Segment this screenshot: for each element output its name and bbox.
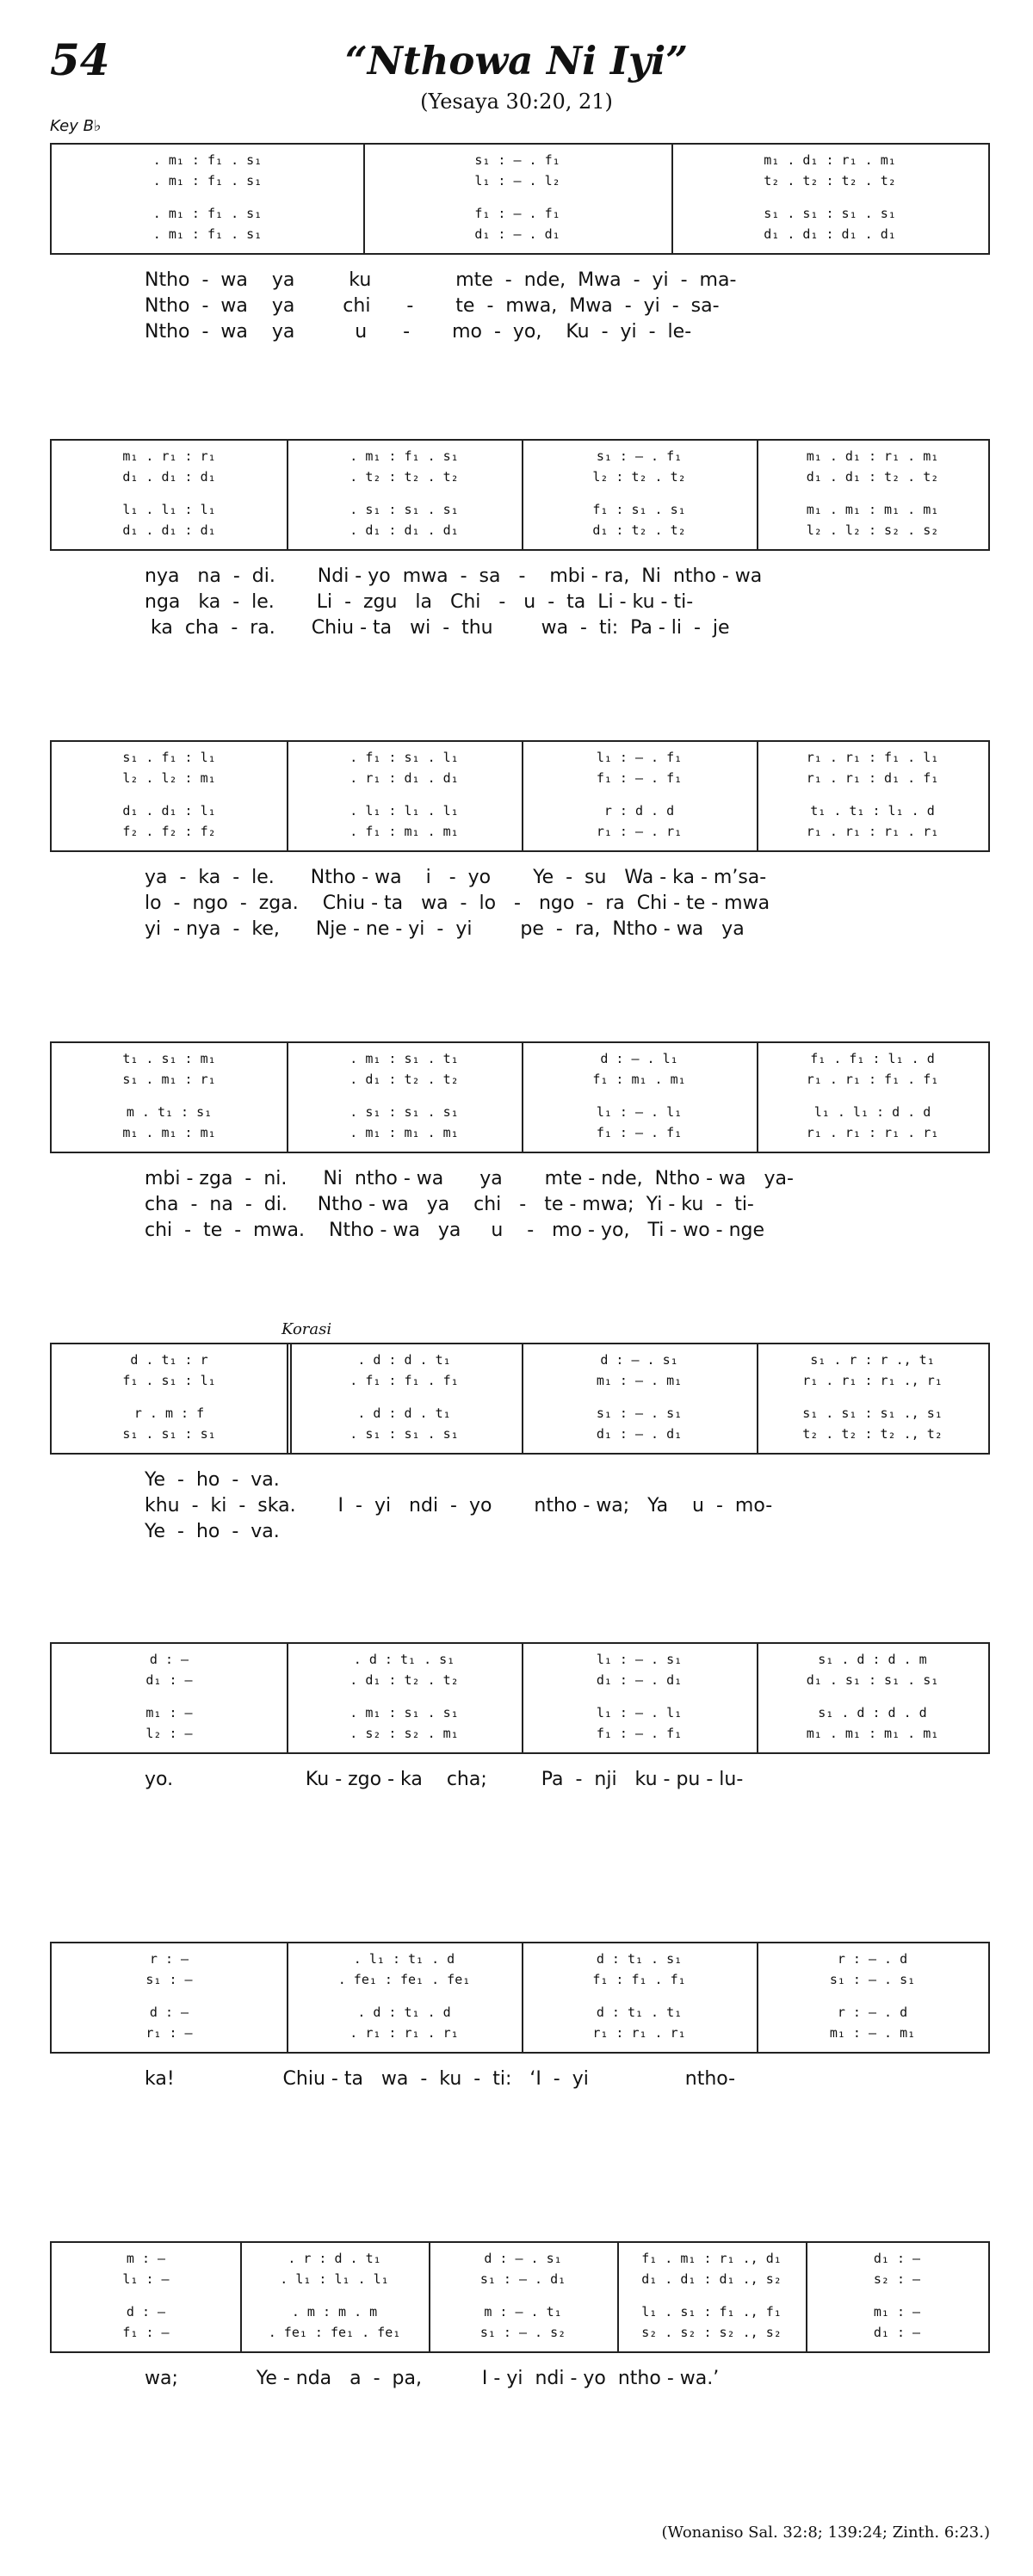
solfa-part: f₁ . m₁ : r₁ ., d₁ (641, 2251, 782, 2266)
solfa-part: . f₁ : s₁ . l₁ (349, 750, 459, 765)
solfa-part: r₁ . r₁ : f₁ . l₁ (806, 750, 939, 765)
solfa-part: l₁ : – . f₁ (596, 750, 683, 765)
solfa-part: l₁ : – . l₂ (474, 173, 560, 188)
lyric-line: yi - nya - ke, Nje - ne - yi - yi pe - ra, Ntho - wa ya (145, 918, 745, 940)
solfa-part: . m₁ : m₁ . m₁ (349, 1125, 459, 1140)
solfa-part: r₁ : – . r₁ (596, 824, 683, 839)
solfa-part: . fe₁ : fe₁ . fe₁ (268, 2325, 401, 2340)
solfa-system (50, 740, 990, 852)
solfa-part: d₁ . d₁ : d₁ (122, 522, 216, 538)
solfa-part: d₁ : t₂ . t₂ (592, 522, 686, 538)
solfa-part: f₁ : – . f₁ (596, 1125, 683, 1140)
solfa-part: l₂ . l₂ : s₂ . s₂ (806, 522, 939, 538)
solfa-part: f₁ : m₁ . m₁ (592, 1072, 686, 1087)
key-signature: Key B♭ (50, 117, 102, 135)
solfa-part: r₁ . r₁ : r₁ . r₁ (806, 1125, 939, 1140)
lyric-line: ka! Chiu - ta wa - ku - ti: ‘I - yi ntho- (145, 2068, 736, 2090)
solfa-part: s₁ : – . s₁ (596, 1405, 683, 1421)
solfa-part: m : – . t₁ (484, 2304, 562, 2320)
solfa-part: d₁ : — (873, 2251, 921, 2266)
lyric-line: mbi - zga - ni. Ni ntho - wa ya mte - nde, Ntho - wa ya- (145, 1168, 794, 1189)
solfa-system (50, 143, 990, 255)
solfa-part: s₁ . d : d . m (818, 1652, 927, 1667)
solfa-part: r : — (149, 1951, 189, 1967)
solfa-part: . r₁ : d₁ . d₁ (349, 770, 459, 786)
solfa-part: s₂ : — (873, 2271, 921, 2287)
solfa-part: . m₁ : f₁ . s₁ (152, 173, 263, 188)
solfa-part: d₁ : – . d₁ (474, 226, 560, 242)
solfa-part: . fe₁ : fe₁ . fe₁ (337, 1972, 471, 1987)
bar-line (522, 1644, 523, 1752)
solfa-part: s₁ . s₁ : s₁ ., s₁ (802, 1405, 943, 1421)
lyric-line: nga ka - le. Li - zgu la Chi - u - ta Li - ku - ti- (145, 591, 694, 613)
solfa-part: . l₁ : t₁ . d (353, 1951, 455, 1967)
solfa-part: . m₁ : s₁ . s₁ (349, 1705, 459, 1720)
solfa-part: . s₁ : s₁ . s₁ (349, 502, 459, 517)
solfa-part: l₁ : – . s₁ (596, 1652, 683, 1667)
lyric-line: ka cha - ra. Chiu - ta wi - thu wa - ti: Pa - li - je (145, 617, 730, 639)
solfa-part: s₁ : – . f₁ (596, 448, 683, 464)
bar-line (240, 2243, 242, 2351)
solfa-part: d₁ . d₁ : d₁ ., s₂ (641, 2271, 782, 2287)
footer-reference: (Wonaniso Sal. 32:8; 139:24; Zinth. 6:23.) (661, 2523, 990, 2542)
hymn-title: “Nthowa Ni Iyi” (344, 38, 689, 83)
solfa-part: . d₁ : d₁ . d₁ (349, 522, 459, 538)
solfa-part: t₂ . t₂ : t₂ ., t₂ (802, 1426, 943, 1442)
solfa-part: s₁ : – . f₁ (474, 152, 560, 168)
bar-line (757, 742, 758, 850)
solfa-system (50, 1642, 990, 1754)
lyric-line: Ye - ho - va. (145, 1469, 280, 1491)
solfa-part: . s₂ : s₂ . m₁ (349, 1726, 459, 1741)
solfa-part: d₁ : — (873, 2325, 921, 2340)
solfa-part: . f₁ : f₁ . f₁ (349, 1373, 459, 1388)
solfa-part: s₁ . r : r ., t₁ (810, 1352, 935, 1368)
solfa-part: . m : m . m (291, 2304, 378, 2320)
solfa-part: d : t₁ . t₁ (596, 2005, 683, 2020)
solfa-part: m₁ . d₁ : r₁ . m₁ (764, 152, 896, 168)
bar-line (287, 1943, 288, 2052)
solfa-part: d : – . s₁ (600, 1352, 678, 1368)
solfa-part: . t₂ : t₂ . t₂ (349, 469, 459, 485)
solfa-part: d₁ : — (145, 1672, 193, 1688)
solfa-part: . s₁ : s₁ . s₁ (349, 1104, 459, 1120)
solfa-part: . d₁ : t₂ . t₂ (349, 1672, 459, 1688)
solfa-part: l₁ . l₁ : l₁ (122, 502, 216, 517)
bar-line (287, 742, 288, 850)
bar-line (757, 1344, 758, 1453)
solfa-part: . m₁ : f₁ . s₁ (152, 226, 263, 242)
solfa-part: m . t₁ : s₁ (126, 1104, 213, 1120)
solfa-part: . m₁ : f₁ . s₁ (152, 152, 263, 168)
solfa-part: . d₁ : t₂ . t₂ (349, 1072, 459, 1087)
bar-line (757, 1644, 758, 1752)
bar-line (522, 441, 523, 549)
solfa-part: . m₁ : f₁ . s₁ (152, 206, 263, 221)
solfa-part: f₁ : – . f₁ (596, 1726, 683, 1741)
solfa-part: d₁ . d₁ : l₁ (122, 803, 216, 819)
solfa-part: t₂ . t₂ : t₂ . t₂ (764, 173, 896, 188)
lyric-line: cha - na - di. Ntho - wa ya chi - te - mwa; Yi - ku - ti- (145, 1194, 754, 1215)
solfa-part: . s₁ : s₁ . s₁ (349, 1426, 459, 1442)
solfa-part: s₁ : — (145, 1972, 193, 1987)
solfa-part: f₁ : s₁ . s₁ (592, 502, 686, 517)
solfa-part: l₁ : – . l₁ (596, 1104, 683, 1120)
bar-line (806, 2243, 807, 2351)
lyric-line: Ntho - wa ya chi - te - mwa, Mwa - yi - sa- (145, 295, 720, 317)
solfa-part: s₁ . d : d . d (818, 1705, 927, 1720)
solfa-part: r : – . d (837, 1951, 908, 1967)
solfa-part: . d : t₁ . d (357, 2005, 451, 2020)
bar-line (522, 1344, 523, 1453)
solfa-part: . m₁ : s₁ . t₁ (349, 1051, 459, 1066)
solfa-part: r₁ : — (145, 2025, 193, 2041)
lyric-line: ya - ka - le. Ntho - wa i - yo Ye - su Wa - ka - m’sa- (145, 867, 767, 888)
lyric-line: nya na - di. Ndi - yo mwa - sa - mbi - ra, Ni ntho - wa (145, 565, 763, 587)
solfa-part: m₁ . m₁ : m₁ . m₁ (806, 502, 939, 517)
solfa-part: . d : t₁ . s₁ (353, 1652, 455, 1667)
solfa-part: l₂ : t₂ . t₂ (592, 469, 686, 485)
solfa-part: f₁ . f₁ : l₁ . d (810, 1051, 935, 1066)
solfa-part: t₁ . t₁ : l₁ . d (810, 803, 935, 819)
solfa-part: l₁ : – . l₁ (596, 1705, 683, 1720)
hymn-number: 54 (50, 34, 110, 85)
lyric-line: yo. Ku - zgo - ka cha; Pa - nji ku - pu - lu- (145, 1769, 744, 1790)
solfa-part: s₁ . f₁ : l₁ (122, 750, 216, 765)
solfa-part: s₁ : – . s₂ (479, 2325, 566, 2340)
solfa-part: l₁ : — (122, 2271, 170, 2287)
solfa-part: m₁ . d₁ : r₁ . m₁ (806, 448, 939, 464)
solfa-part: m₁ . m₁ : m₁ . m₁ (806, 1726, 939, 1741)
chorus-label: Korasi (281, 1320, 332, 1338)
solfa-system (50, 2241, 990, 2353)
solfa-part: r₁ . r₁ : d₁ . f₁ (806, 770, 939, 786)
solfa-part: r₁ . r₁ : f₁ . f₁ (806, 1072, 939, 1087)
solfa-part: s₁ : – . s₁ (829, 1972, 916, 1987)
solfa-system (50, 1942, 990, 2054)
solfa-part: l₂ : — (145, 1726, 193, 1741)
solfa-part: . r₁ : r₁ . r₁ (349, 2025, 459, 2041)
solfa-part: l₁ . s₁ : f₁ ., f₁ (641, 2304, 782, 2320)
lyric-line: Ye - ho - va. (145, 1521, 280, 1542)
solfa-part: t₁ . s₁ : m₁ (122, 1051, 216, 1066)
solfa-part: . f₁ : m₁ . m₁ (349, 824, 459, 839)
lyric-line: wa; Ye - nda a - pa, I - yi ndi - yo ntho - wa.’ (145, 2368, 720, 2389)
solfa-part: d₁ : – . d₁ (596, 1426, 683, 1442)
solfa-part: d : – . s₁ (484, 2251, 562, 2266)
solfa-part: d . t₁ : r (130, 1352, 208, 1368)
solfa-part: s₁ . s₁ : s₁ . s₁ (764, 206, 896, 221)
solfa-part: d₁ . s₁ : s₁ . s₁ (806, 1672, 939, 1688)
bar-line (757, 441, 758, 549)
solfa-part: r₁ . r₁ : r₁ . r₁ (806, 824, 939, 839)
bar-line (757, 1043, 758, 1152)
bar-line (757, 1943, 758, 2052)
solfa-part: m₁ . m₁ : m₁ (122, 1125, 216, 1140)
bar-line (522, 742, 523, 850)
bar-line (671, 145, 673, 253)
solfa-part: f₁ : – . f₁ (474, 206, 560, 221)
lyric-line: Ntho - wa ya ku mte - nde, Mwa - yi - ma- (145, 269, 737, 291)
solfa-part: . l₁ : l₁ . l₁ (280, 2271, 389, 2287)
solfa-part: . r : d . t₁ (288, 2251, 381, 2266)
lyric-line: Ntho - wa ya u - mo - yo, Ku - yi - le- (145, 321, 692, 343)
solfa-part: . m₁ : f₁ . s₁ (349, 448, 459, 464)
solfa-part: d : — (149, 2005, 189, 2020)
solfa-part: l₂ . l₂ : m₁ (122, 770, 216, 786)
solfa-part: . l₁ : l₁ . l₁ (349, 803, 459, 819)
bar-line (617, 2243, 619, 2351)
solfa-part: m₁ . r₁ : r₁ (122, 448, 216, 464)
bar-line (287, 1043, 288, 1152)
solfa-part: r : – . d (837, 2005, 908, 2020)
solfa-part: m : — (126, 2251, 166, 2266)
lyric-line: chi - te - mwa. Ntho - wa ya u - mo - yo, Ti - wo - nge (145, 1220, 765, 1241)
solfa-part: m₁ : – . m₁ (596, 1373, 683, 1388)
scripture-reference: (Yesaya 30:20, 21) (420, 90, 613, 114)
solfa-part: f₂ . f₂ : f₂ (122, 824, 216, 839)
solfa-part: . d : d . t₁ (357, 1405, 451, 1421)
solfa-part: . d : d . t₁ (357, 1352, 451, 1368)
bar-line (287, 1644, 288, 1752)
bar-line (522, 1943, 523, 2052)
bar-line (287, 441, 288, 549)
solfa-part: d : — (149, 1652, 189, 1667)
solfa-part: m₁ : — (873, 2304, 921, 2320)
solfa-part: r . m : f (133, 1405, 205, 1421)
solfa-part: m₁ : – . m₁ (829, 2025, 916, 2041)
solfa-part: d₁ . d₁ : d₁ (122, 469, 216, 485)
solfa-part: d : – . l₁ (600, 1051, 678, 1066)
solfa-part: f₁ . s₁ : l₁ (122, 1373, 216, 1388)
solfa-system (50, 1041, 990, 1153)
bar-line (522, 1043, 523, 1152)
solfa-part: r₁ : r₁ . r₁ (592, 2025, 686, 2041)
solfa-part: f₁ : — (122, 2325, 170, 2340)
solfa-part: l₁ . l₁ : d . d (813, 1104, 931, 1120)
solfa-part: s₁ . m₁ : r₁ (122, 1072, 216, 1087)
solfa-part: r₁ . r₁ : r₁ ., r₁ (802, 1373, 943, 1388)
solfa-system (50, 439, 990, 551)
solfa-part: d₁ . d₁ : d₁ . d₁ (764, 226, 896, 242)
solfa-part: s₁ . s₁ : s₁ (122, 1426, 216, 1442)
solfa-part: d₁ . d₁ : t₂ . t₂ (806, 469, 939, 485)
solfa-part: d₁ : – . d₁ (596, 1672, 683, 1688)
lyric-line: lo - ngo - zga. Chiu - ta wa - lo - ngo - ra Chi - te - mwa (145, 893, 770, 914)
solfa-part: s₂ . s₂ : s₂ ., s₂ (641, 2325, 782, 2340)
bar-line (429, 2243, 430, 2351)
solfa-part: r : d . d (603, 803, 675, 819)
solfa-part: m₁ : — (145, 1705, 193, 1720)
solfa-part: f₁ : – . f₁ (596, 770, 683, 786)
solfa-part: d : — (126, 2304, 166, 2320)
solfa-part: s₁ : – . d₁ (479, 2271, 566, 2287)
lyric-line: khu - ki - ska. I - yi ndi - yo ntho - wa; Ya u - mo- (145, 1495, 773, 1517)
solfa-part: f₁ : f₁ . f₁ (592, 1972, 686, 1987)
solfa-system (50, 1343, 990, 1455)
solfa-part: d : t₁ . s₁ (596, 1951, 683, 1967)
bar-line (363, 145, 365, 253)
